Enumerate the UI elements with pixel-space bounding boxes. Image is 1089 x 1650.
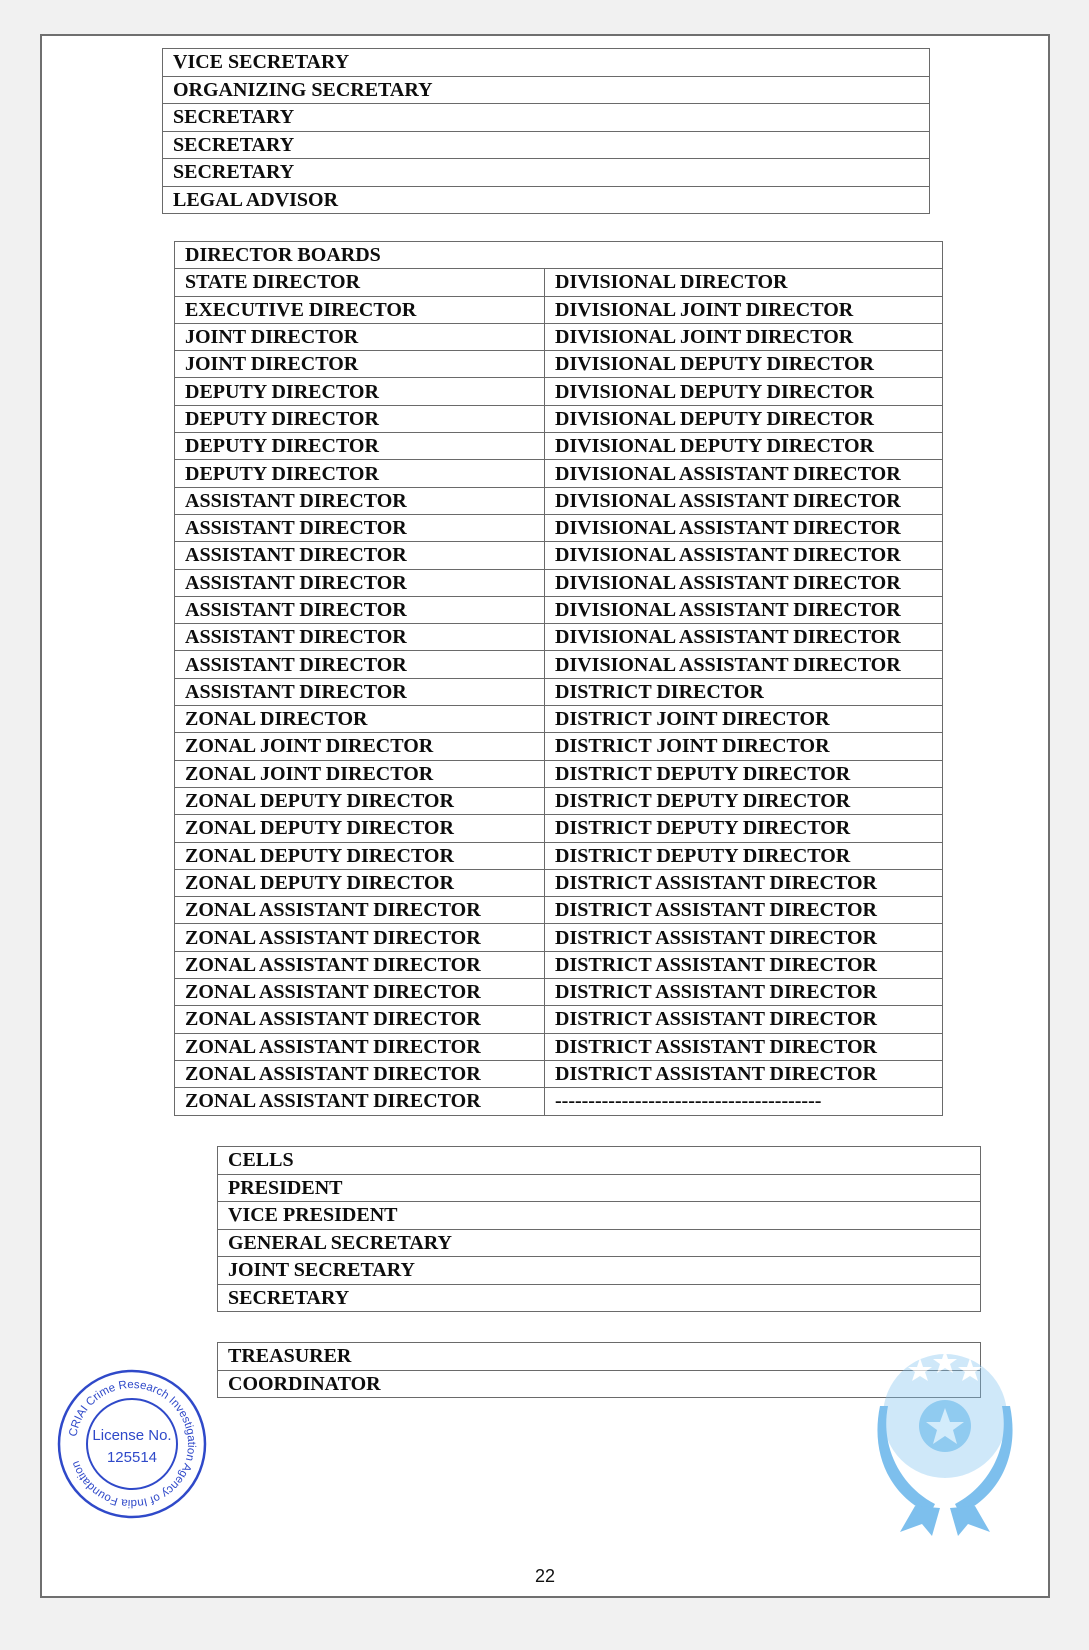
cell-role: VICE PRESIDENT	[218, 1202, 981, 1230]
state-zonal-position: JOINT DIRECTOR	[175, 323, 545, 350]
table-row	[175, 569, 943, 596]
cells-title: CELLS	[218, 1147, 981, 1175]
divisional-district-position: DIVISIONAL DEPUTY DIRECTOR	[545, 351, 943, 378]
table-row	[175, 378, 943, 405]
divisional-district-position: DISTRICT DEPUTY DIRECTOR	[545, 815, 943, 842]
divisional-district-position: DIVISIONAL DEPUTY DIRECTOR	[545, 378, 943, 405]
divisional-district-position: DISTRICT ASSISTANT DIRECTOR	[545, 951, 943, 978]
officer-title: ORGANIZING SECRETARY	[163, 76, 930, 104]
cell-role: SECRETARY	[218, 1284, 981, 1312]
table-row	[218, 1229, 981, 1257]
state-zonal-position: ZONAL ASSISTANT DIRECTOR	[175, 924, 545, 951]
state-zonal-position: DEPUTY DIRECTOR	[175, 460, 545, 487]
seal-license-label: License No.	[92, 1427, 172, 1444]
state-zonal-position: ASSISTANT DIRECTOR	[175, 487, 545, 514]
table-row	[175, 624, 943, 651]
divisional-district-position: DISTRICT ASSISTANT DIRECTOR	[545, 897, 943, 924]
state-zonal-position: ZONAL DEPUTY DIRECTOR	[175, 869, 545, 896]
divisional-district-position: DISTRICT DEPUTY DIRECTOR	[545, 760, 943, 787]
state-zonal-position: ZONAL ASSISTANT DIRECTOR	[175, 1006, 545, 1033]
table-row	[175, 460, 943, 487]
table-row	[163, 131, 930, 159]
table-row	[175, 487, 943, 514]
table-row	[175, 1060, 943, 1087]
divisional-district-position: DISTRICT ASSISTANT DIRECTOR	[545, 1060, 943, 1087]
officer-title: LEGAL ADVISOR	[163, 186, 930, 214]
state-zonal-position: DEPUTY DIRECTOR	[175, 405, 545, 432]
table-row	[163, 76, 930, 104]
table-row	[218, 1174, 981, 1202]
state-zonal-position: ASSISTANT DIRECTOR	[175, 651, 545, 678]
state-zonal-position: ZONAL ASSISTANT DIRECTOR	[175, 897, 545, 924]
divisional-district-position: DISTRICT ASSISTANT DIRECTOR	[545, 979, 943, 1006]
license-seal-stamp	[56, 1368, 208, 1520]
state-zonal-position: ZONAL DEPUTY DIRECTOR	[175, 842, 545, 869]
table-row	[175, 706, 943, 733]
table-row	[175, 733, 943, 760]
table-row	[175, 1088, 943, 1115]
state-zonal-position: ASSISTANT DIRECTOR	[175, 624, 545, 651]
finance-role: COORDINATOR	[218, 1370, 981, 1398]
cell-role: JOINT SECRETARY	[218, 1257, 981, 1285]
finance-role: TREASURER	[218, 1343, 981, 1371]
divisional-district-position: DIVISIONAL ASSISTANT DIRECTOR	[545, 596, 943, 623]
divisional-district-position: DIVISIONAL ASSISTANT DIRECTOR	[545, 460, 943, 487]
divisional-district-position: ----------------------------------------	[545, 1088, 943, 1115]
divisional-district-position: DISTRICT ASSISTANT DIRECTOR	[545, 1033, 943, 1060]
state-zonal-position: STATE DIRECTOR	[175, 269, 545, 296]
table-row	[175, 296, 943, 323]
divisional-district-position: DISTRICT ASSISTANT DIRECTOR	[545, 924, 943, 951]
state-zonal-position: ZONAL DEPUTY DIRECTOR	[175, 815, 545, 842]
table-row	[175, 897, 943, 924]
state-zonal-position: EXECUTIVE DIRECTOR	[175, 296, 545, 323]
state-zonal-position: ZONAL JOINT DIRECTOR	[175, 760, 545, 787]
state-zonal-position: ASSISTANT DIRECTOR	[175, 542, 545, 569]
divisional-district-position: DIVISIONAL DIRECTOR	[545, 269, 943, 296]
table-row	[175, 351, 943, 378]
table-row	[175, 433, 943, 460]
state-zonal-position: ZONAL JOINT DIRECTOR	[175, 733, 545, 760]
table-row	[218, 1257, 981, 1285]
state-zonal-position: ZONAL ASSISTANT DIRECTOR	[175, 1060, 545, 1087]
table-row	[175, 979, 943, 1006]
state-zonal-position: ZONAL ASSISTANT DIRECTOR	[175, 979, 545, 1006]
table-row	[163, 186, 930, 214]
divisional-district-position: DIVISIONAL ASSISTANT DIRECTOR	[545, 487, 943, 514]
officer-title: VICE SECRETARY	[163, 49, 930, 77]
officer-title: SECRETARY	[163, 159, 930, 187]
divisional-district-position: DIVISIONAL ASSISTANT DIRECTOR	[545, 542, 943, 569]
table-row	[163, 159, 930, 187]
divisional-district-position: DISTRICT JOINT DIRECTOR	[545, 733, 943, 760]
table-row	[175, 269, 943, 296]
table-row	[175, 542, 943, 569]
director-boards-table	[174, 241, 943, 1116]
table-row	[218, 1147, 981, 1175]
divisional-district-position: DIVISIONAL DEPUTY DIRECTOR	[545, 433, 943, 460]
table-row	[175, 596, 943, 623]
officers-table	[162, 48, 930, 214]
state-zonal-position: JOINT DIRECTOR	[175, 351, 545, 378]
state-zonal-position: DEPUTY DIRECTOR	[175, 378, 545, 405]
cells-table	[217, 1146, 981, 1312]
divisional-district-position: DIVISIONAL DEPUTY DIRECTOR	[545, 405, 943, 432]
table-row	[175, 514, 943, 541]
table-row	[175, 1006, 943, 1033]
divisional-district-position: DISTRICT JOINT DIRECTOR	[545, 706, 943, 733]
divisional-district-position: DISTRICT DEPUTY DIRECTOR	[545, 842, 943, 869]
state-zonal-position: ZONAL DEPUTY DIRECTOR	[175, 787, 545, 814]
cell-role: GENERAL SECRETARY	[218, 1229, 981, 1257]
table-row	[218, 1284, 981, 1312]
seal-inner-ring	[87, 1399, 177, 1489]
table-row	[163, 49, 930, 77]
table-row	[175, 815, 943, 842]
state-zonal-position: ASSISTANT DIRECTOR	[175, 678, 545, 705]
state-zonal-position: ZONAL ASSISTANT DIRECTOR	[175, 951, 545, 978]
cell-role: PRESIDENT	[218, 1174, 981, 1202]
seal-license-number: 125514	[106, 1449, 158, 1466]
divisional-district-position: DISTRICT ASSISTANT DIRECTOR	[545, 869, 943, 896]
divisional-district-position: DIVISIONAL JOINT DIRECTOR	[545, 323, 943, 350]
divisional-district-position: DIVISIONAL JOINT DIRECTOR	[545, 296, 943, 323]
divisional-district-position: DIVISIONAL ASSISTANT DIRECTOR	[545, 514, 943, 541]
table-row	[175, 678, 943, 705]
officer-title: SECRETARY	[163, 104, 930, 132]
divisional-district-position: DISTRICT ASSISTANT DIRECTOR	[545, 1006, 943, 1033]
divisional-district-position: DISTRICT DIRECTOR	[545, 678, 943, 705]
table-row	[218, 1202, 981, 1230]
table-row	[175, 951, 943, 978]
state-zonal-position: ASSISTANT DIRECTOR	[175, 569, 545, 596]
table-row	[175, 924, 943, 951]
state-zonal-position: ASSISTANT DIRECTOR	[175, 514, 545, 541]
table-row	[175, 869, 943, 896]
seal-outer-ring	[59, 1371, 205, 1517]
divisional-district-position: DIVISIONAL ASSISTANT DIRECTOR	[545, 569, 943, 596]
document-page	[40, 34, 1050, 1598]
state-zonal-position: ZONAL ASSISTANT DIRECTOR	[175, 1033, 545, 1060]
table-header-row	[175, 242, 943, 269]
table-row	[175, 1033, 943, 1060]
page-number: 22	[534, 1566, 556, 1586]
table-row	[163, 104, 930, 132]
table-row	[175, 842, 943, 869]
state-zonal-position: ASSISTANT DIRECTOR	[175, 596, 545, 623]
divisional-district-position: DISTRICT DEPUTY DIRECTOR	[545, 787, 943, 814]
state-zonal-position: ZONAL DIRECTOR	[175, 706, 545, 733]
table-row	[175, 651, 943, 678]
officer-title: SECRETARY	[163, 131, 930, 159]
table-row	[175, 760, 943, 787]
divisional-district-position: DIVISIONAL ASSISTANT DIRECTOR	[545, 624, 943, 651]
foundation-emblem	[860, 1336, 1030, 1536]
director-boards-title: DIRECTOR BOARDS	[175, 242, 943, 269]
state-zonal-position: ZONAL ASSISTANT DIRECTOR	[175, 1088, 545, 1115]
divisional-district-position: DIVISIONAL ASSISTANT DIRECTOR	[545, 651, 943, 678]
table-row	[175, 405, 943, 432]
table-row	[175, 787, 943, 814]
state-zonal-position: DEPUTY DIRECTOR	[175, 433, 545, 460]
seal-ring-text: CRIAI Crime Research Investigation Agency of India Foundation	[67, 1378, 198, 1510]
table-row	[175, 323, 943, 350]
